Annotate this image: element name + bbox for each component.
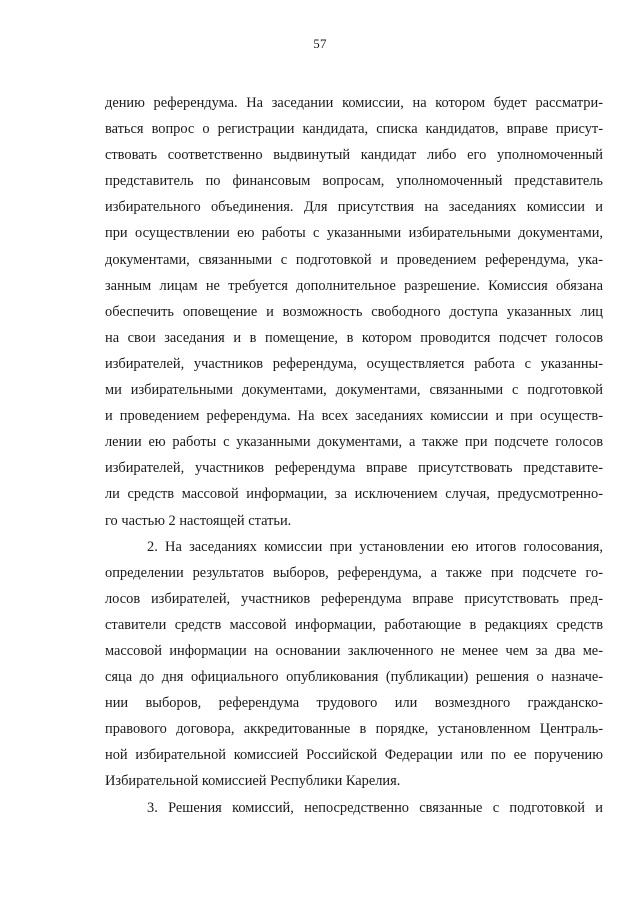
- text-line: дению референдума. На заседании комиссии, на котором будет рассматри-: [105, 95, 603, 111]
- text-line: ставители средств массовой информации, работающие в редакциях средств: [105, 616, 603, 633]
- text-line: избирателей, участников референдума вправе присутствовать представите-: [105, 460, 603, 477]
- text-line: избирательного объединения. Для присутствия на заседаниях комиссии и: [105, 199, 603, 216]
- text-line: правового договора, аккредитованные в порядке, установленном Централь-: [105, 721, 603, 738]
- text-line: 3. Решения комиссий, непосредственно связанные с подготовкой и: [147, 799, 603, 816]
- text-line: при осуществлении ею работы с указанными избирательными документами,: [105, 225, 603, 242]
- text-line: го частью 2 настоящей статьи.: [105, 512, 292, 529]
- text-line: ной избирательной комиссией Российской Федерации или по ее поручению: [105, 747, 603, 764]
- text-line: ли средств массовой информации, за исключением случая, предусмотренно-: [105, 486, 603, 503]
- text-line: ствовать соответственно выдвинутый кандидат либо его уполномоченный: [105, 147, 603, 164]
- text-line: представитель по финансовым вопросам, уполномоченный представитель: [105, 173, 603, 190]
- text-line: сяца до дня официального опубликования (публикации) решения о назначе-: [105, 669, 603, 686]
- text-line: 2. На заседаниях комиссии при установлении ею итогов голосования,: [147, 538, 603, 555]
- text-line: лении ею работы с указанными документами, а также при подсчете голосов: [105, 434, 603, 451]
- text-line: обеспечить оповещение и возможность свободного доступа указанных лиц: [105, 303, 603, 320]
- text-line: и проведением референдума. На всех заседаниях комиссии и при осуществ-: [105, 408, 603, 425]
- body-text: [105, 90, 603, 821]
- text-line: лосов избирателей, участников референдума вправе присутствовать пред-: [105, 590, 603, 607]
- text-line: на свои заседания и в помещение, в котором проводится подсчет голосов: [105, 329, 603, 346]
- text-line: массовой информации на основании заключенного не менее чем за два ме-: [105, 642, 603, 659]
- text-line: ваться вопрос о регистрации кандидата, списка кандидатов, вправе присут-: [105, 121, 603, 138]
- text-line: документами, связанными с подготовкой и проведением референдума, ука-: [105, 251, 603, 268]
- text-line: Избирательной комиссией Республики Карелия.: [105, 773, 401, 790]
- text-line: занным лицам не требуется дополнительное разрешение. Комиссия обязана: [105, 277, 603, 294]
- text-line: нии выборов, референдума трудового или возмездного гражданско-: [105, 695, 603, 712]
- text-line: избирателей, участников референдума, осуществляется работа с указанны-: [105, 355, 603, 372]
- page-number: 57: [313, 36, 327, 51]
- text-line: определении результатов выборов, референдума, а также при подсчете го-: [105, 564, 603, 581]
- text-line: ми избирательными документами, документами, связанными с подготовкой: [105, 382, 603, 399]
